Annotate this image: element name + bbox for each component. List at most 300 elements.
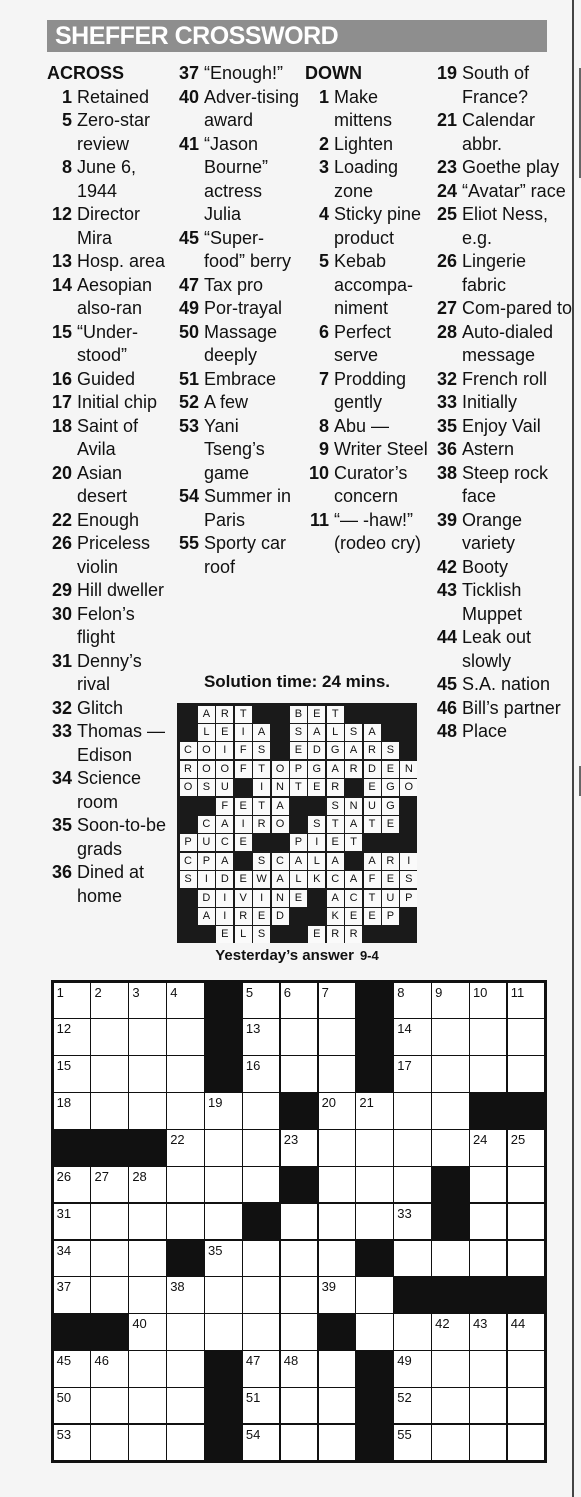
clue-item [177, 368, 302, 392]
grid-cell[interactable] [243, 1314, 280, 1350]
clue-number: 48 [436, 721, 457, 741]
cell-number: 3 [132, 984, 140, 1000]
answer-cell: N [345, 798, 362, 815]
clue-text: Priceless violin [77, 533, 151, 577]
answer-cell: E [235, 834, 252, 851]
clue-item [305, 462, 430, 509]
answer-cell: S [253, 853, 270, 870]
grid-cell[interactable] [205, 1204, 242, 1240]
answer-cell: U [198, 834, 215, 851]
grid-cell[interactable] [54, 1241, 91, 1277]
clue-item [47, 767, 172, 814]
grid-cell[interactable] [54, 1204, 91, 1240]
answer-cell: E [308, 706, 325, 723]
grid-cell[interactable] [470, 1351, 507, 1387]
grid-cell[interactable] [129, 1093, 166, 1129]
answer-cell: O [400, 779, 417, 796]
grid-cell[interactable] [205, 1167, 242, 1203]
clue-number: 18 [51, 415, 72, 436]
clue-item [177, 391, 302, 415]
clue-number: 33 [436, 392, 457, 412]
answer-cell: F [235, 761, 252, 778]
answer-cell: S [400, 871, 417, 888]
grid-cell[interactable] [281, 983, 318, 1019]
grid-cell[interactable] [205, 1241, 242, 1277]
clue-text: Initial chip [77, 392, 158, 412]
clue-number: 35 [436, 415, 457, 436]
answer-cell: I [235, 724, 252, 741]
grid-cell[interactable] [319, 1130, 356, 1166]
grid-cell[interactable] [508, 1314, 545, 1350]
grid-cell[interactable] [356, 1130, 393, 1166]
grid-cell[interactable] [167, 1056, 204, 1092]
grid-cell[interactable] [129, 1241, 166, 1277]
grid-cell[interactable] [91, 1019, 128, 1055]
clue-item [177, 297, 302, 321]
across-heading: ACROSS [47, 63, 125, 83]
answer-cell: F [235, 742, 252, 759]
clue-text: S.A. nation [462, 674, 551, 694]
grid-cell[interactable] [91, 983, 128, 1019]
grid-cell[interactable] [243, 1351, 280, 1387]
clue-number: 29 [51, 580, 72, 600]
grid-cell[interactable] [319, 1204, 356, 1240]
grid-cell[interactable] [394, 1019, 431, 1055]
answer-cell: N [272, 890, 289, 907]
grid-cell[interactable] [319, 1167, 356, 1203]
grid-cell[interactable] [281, 1019, 318, 1055]
grid-cell[interactable] [129, 1351, 166, 1387]
clue-text: Com-pared to [462, 298, 573, 318]
grid-cell[interactable] [281, 1277, 318, 1313]
answer-cell: R [345, 761, 362, 778]
clue-number: 25 [436, 204, 457, 224]
cell-number: 54 [245, 1426, 261, 1442]
grid-cell[interactable] [319, 1056, 356, 1092]
puzzle-title: SHEFFER CROSSWORD [47, 20, 547, 52]
answer-cell: E [382, 761, 399, 778]
clue-text: French roll [462, 368, 548, 389]
grid-cell[interactable] [243, 1425, 280, 1461]
clue-number: 26 [51, 533, 72, 553]
clue-text: Adver-tising award [204, 86, 300, 130]
grid-cell[interactable] [205, 1314, 242, 1350]
clue-text: Sporty car roof [204, 533, 287, 577]
grid-cell[interactable] [167, 1425, 204, 1461]
grid-cell[interactable] [319, 1277, 356, 1313]
grid-cell[interactable] [319, 1019, 356, 1055]
black-square [355, 1055, 394, 1093]
answer-cell: W [253, 871, 270, 888]
clue-number: 52 [178, 392, 199, 412]
clue-number: 8 [61, 157, 72, 177]
clue-number: 45 [436, 674, 457, 694]
clue-item [47, 109, 172, 156]
black-square [431, 1203, 470, 1241]
clue-text: Hill dweller [77, 580, 165, 600]
grid-cell[interactable] [470, 1056, 507, 1092]
grid-cell[interactable] [319, 1351, 356, 1387]
clue-number: 42 [436, 556, 457, 577]
grid-cell[interactable] [205, 1093, 242, 1129]
grid-cell[interactable] [432, 1425, 469, 1461]
grid-cell[interactable] [508, 1204, 545, 1240]
clue-text: “— -haw!” (rodeo cry) [334, 509, 422, 553]
grid-cell[interactable] [54, 1019, 91, 1055]
grid-cell[interactable] [54, 1167, 91, 1203]
clue-text: Asian desert [77, 462, 128, 506]
grid-cell[interactable] [394, 1056, 431, 1092]
clue-text: Tax pro [204, 274, 264, 295]
clue-item [47, 509, 172, 533]
cell-number: 38 [170, 1279, 185, 1295]
grid-cell[interactable] [243, 983, 280, 1019]
grid-cell[interactable] [243, 1056, 280, 1092]
clue-number: 38 [436, 462, 457, 483]
grid-cell[interactable] [470, 983, 507, 1019]
grid-cell[interactable] [281, 1388, 318, 1424]
grid-cell[interactable] [91, 1241, 128, 1277]
answer-cell: A [364, 724, 381, 741]
clue-text: Retained [77, 86, 150, 107]
clue-item [305, 415, 430, 439]
clue-item [433, 368, 573, 392]
grid-cell[interactable] [129, 1056, 166, 1092]
grid-cell[interactable] [167, 983, 204, 1019]
clue-item [433, 203, 573, 250]
cell-number: 22 [170, 1132, 185, 1148]
clue-text: Eliot Ness, e.g. [462, 204, 549, 248]
grid-cell[interactable] [508, 1388, 545, 1424]
grid-cell[interactable] [167, 1351, 204, 1387]
grid-cell[interactable] [470, 1167, 507, 1203]
clue-number: 4 [318, 204, 329, 224]
grid-cell[interactable] [432, 1130, 469, 1166]
clue-item [433, 391, 573, 415]
grid-cell[interactable] [394, 1241, 431, 1277]
clue-number: 17 [51, 392, 72, 412]
grid-cell[interactable] [356, 1314, 393, 1350]
grid-cell[interactable] [508, 1425, 545, 1461]
clue-item [177, 227, 302, 274]
grid-cell[interactable] [167, 1314, 204, 1350]
cell-number: 9 [435, 984, 443, 1000]
grid-cell[interactable] [129, 1204, 166, 1240]
grid-cell[interactable] [356, 1093, 393, 1129]
clue-text: Initially [462, 392, 518, 412]
clue-item [47, 697, 172, 721]
grid-cell[interactable] [91, 1204, 128, 1240]
black-square [469, 1276, 508, 1314]
black-square [507, 1276, 546, 1314]
grid-cell[interactable] [91, 1093, 128, 1129]
answer-cell: G [382, 798, 399, 815]
grid-cell[interactable] [356, 1277, 393, 1313]
answer-cell: R [235, 908, 252, 925]
grid-cell[interactable] [470, 1019, 507, 1055]
grid-cell[interactable] [243, 1130, 280, 1166]
grid-cell[interactable] [319, 1425, 356, 1461]
answer-cell: I [198, 871, 215, 888]
grid-cell[interactable] [281, 1351, 318, 1387]
grid-cell[interactable] [129, 1314, 166, 1350]
grid-cell[interactable] [54, 1351, 91, 1387]
clue-text: Curator’s concern [334, 462, 408, 506]
grid-cell[interactable] [432, 1093, 469, 1129]
grid-cell[interactable] [167, 1204, 204, 1240]
grid-cell[interactable] [356, 1204, 393, 1240]
answer-cell: C [216, 834, 233, 851]
grid-cell[interactable] [91, 1277, 128, 1313]
grid-cell[interactable] [167, 1019, 204, 1055]
clue-text: Calendar abbr. [462, 110, 536, 154]
answer-cell: R [327, 779, 344, 796]
clue-number: 55 [178, 533, 199, 553]
clue-item [433, 626, 573, 673]
grid-cell[interactable] [167, 1093, 204, 1129]
grid-cell[interactable] [243, 1093, 280, 1129]
grid-cell[interactable] [508, 1019, 545, 1055]
yesterdays-answer-date: 9-4 [359, 948, 379, 963]
clue-text: Make mittens [334, 86, 393, 130]
grid-cell[interactable] [54, 1277, 91, 1313]
clue-item [433, 720, 573, 744]
grid-cell[interactable] [432, 1314, 469, 1350]
cell-number: 40 [132, 1316, 147, 1332]
answer-cell: P [180, 834, 197, 851]
grid-cell[interactable] [281, 1314, 318, 1350]
cell-number: 34 [56, 1242, 72, 1258]
answer-cell: I [253, 779, 270, 796]
clue-text: Loading zone [334, 157, 399, 201]
answer-cell: P [290, 761, 307, 778]
grid-cell[interactable] [91, 1425, 128, 1461]
clue-number: 6 [318, 321, 329, 342]
grid-cell[interactable] [167, 1388, 204, 1424]
grid-cell[interactable] [54, 1388, 91, 1424]
down-heading: DOWN [305, 63, 362, 83]
clue-text: Steep rock face [462, 462, 549, 506]
clue-number: 14 [51, 274, 72, 295]
grid-cell[interactable] [167, 1277, 204, 1313]
grid-cell[interactable] [91, 1351, 128, 1387]
black-square [431, 1166, 470, 1204]
clue-number: 9 [318, 439, 329, 459]
grid-cell[interactable] [54, 1093, 91, 1129]
grid-cell[interactable] [281, 1056, 318, 1092]
grid-cell[interactable] [129, 1019, 166, 1055]
grid-cell[interactable] [319, 1241, 356, 1277]
answer-cell: G [382, 779, 399, 796]
grid-cell[interactable] [470, 1425, 507, 1461]
clue-item [47, 603, 172, 650]
answer-cell: P [198, 853, 215, 870]
grid-cell[interactable] [205, 1130, 242, 1166]
clue-item [47, 274, 172, 321]
grid-cell[interactable] [394, 1314, 431, 1350]
grid-cell[interactable] [508, 1241, 545, 1277]
grid-cell[interactable] [508, 983, 545, 1019]
answer-cell: F [216, 798, 233, 815]
grid-cell[interactable] [470, 1241, 507, 1277]
clue-number: 44 [436, 627, 457, 647]
answer-cell: I [235, 816, 252, 833]
answer-cell: A [253, 724, 270, 741]
cell-number: 44 [510, 1316, 526, 1332]
clue-number: 32 [436, 368, 457, 389]
clue-text: Embrace [204, 368, 277, 389]
yesterdays-answer-caption [177, 947, 417, 964]
cell-number: 8 [397, 984, 405, 1000]
grid-cell[interactable] [508, 1130, 545, 1166]
answer-cell: C [180, 742, 197, 759]
cell-number: 6 [283, 984, 291, 1000]
grid-cell[interactable] [432, 1388, 469, 1424]
grid-cell[interactable] [432, 983, 469, 1019]
grid-cell[interactable] [432, 1019, 469, 1055]
cell-number: 16 [245, 1058, 261, 1074]
grid-cell[interactable] [508, 1351, 545, 1387]
clue-item [47, 321, 172, 368]
grid-cell[interactable] [394, 1425, 431, 1461]
grid-cell[interactable] [91, 1167, 128, 1203]
cell-number: 53 [56, 1426, 72, 1442]
clue-text: Enjoy Vail [462, 415, 541, 436]
grid-cell[interactable] [394, 1130, 431, 1166]
clue-item [177, 62, 302, 86]
grid-cell[interactable] [394, 1167, 431, 1203]
grid-cell[interactable] [394, 1388, 431, 1424]
clue-item [305, 321, 430, 368]
answer-cell: E [308, 779, 325, 796]
answer-cell: N [272, 779, 289, 796]
clue-number: 26 [436, 251, 457, 271]
answer-cell: R [382, 853, 399, 870]
grid-cell[interactable] [470, 1130, 507, 1166]
grid-cell[interactable] [129, 1167, 166, 1203]
yesterdays-answer-grid [177, 703, 417, 943]
cell-number: 14 [397, 1021, 412, 1037]
answer-cell: L [308, 853, 325, 870]
clue-number: 37 [178, 63, 199, 83]
grid-cell[interactable] [470, 1388, 507, 1424]
grid-cell[interactable] [281, 1241, 318, 1277]
grid-cell[interactable] [54, 983, 91, 1019]
grid-cell[interactable] [470, 1204, 507, 1240]
grid-cell[interactable] [470, 1314, 507, 1350]
answer-cell: E [382, 816, 399, 833]
answer-cell: K [327, 908, 344, 925]
grid-cell[interactable] [508, 1056, 545, 1092]
clue-number: 53 [178, 415, 199, 436]
clue-number: 31 [51, 650, 72, 671]
answer-cell: E [345, 908, 362, 925]
clue-number: 41 [178, 133, 199, 154]
cell-number: 33 [397, 1205, 412, 1221]
answer-cell: S [345, 724, 362, 741]
grid-cell[interactable] [394, 1204, 431, 1240]
cell-number: 43 [472, 1316, 488, 1332]
grid-cell[interactable] [394, 1093, 431, 1129]
grid-cell[interactable] [167, 1130, 204, 1166]
grid-cell[interactable] [129, 1277, 166, 1313]
grid-cell[interactable] [281, 1204, 318, 1240]
grid-cell[interactable] [167, 1167, 204, 1203]
cell-number: 11 [510, 984, 525, 1000]
grid-cell[interactable] [243, 1241, 280, 1277]
answer-cell: T [235, 706, 252, 723]
clue-item [177, 274, 302, 298]
answer-cell: A [308, 724, 325, 741]
grid-cell[interactable] [319, 1388, 356, 1424]
answer-cell: R [327, 926, 344, 943]
grid-cell[interactable] [394, 1351, 431, 1387]
grid-cell[interactable] [91, 1388, 128, 1424]
clue-column-1 [47, 62, 172, 908]
grid-cell[interactable] [129, 983, 166, 1019]
clue-number: 39 [436, 509, 457, 530]
grid-cell[interactable] [205, 1277, 242, 1313]
grid-cell[interactable] [129, 1388, 166, 1424]
answer-cell: N [400, 761, 417, 778]
answer-cell: U [216, 779, 233, 796]
grid-cell[interactable] [54, 1056, 91, 1092]
clue-item [433, 250, 573, 297]
grid-cell[interactable] [243, 1167, 280, 1203]
grid-cell[interactable] [129, 1425, 166, 1461]
grid-cell[interactable] [54, 1425, 91, 1461]
grid-cell[interactable] [319, 983, 356, 1019]
answer-cell: E [216, 724, 233, 741]
cell-number: 45 [56, 1353, 72, 1369]
black-square [90, 1313, 129, 1351]
grid-cell[interactable] [243, 1277, 280, 1313]
clue-text: Bill’s partner [462, 697, 561, 718]
grid-cell[interactable] [432, 1351, 469, 1387]
answer-cell: F [364, 871, 381, 888]
grid-cell[interactable] [243, 1019, 280, 1055]
grid-cell[interactable] [356, 1167, 393, 1203]
clue-text: Enough [77, 509, 140, 530]
answer-cell: V [235, 890, 252, 907]
clue-item [305, 509, 430, 556]
grid-cell[interactable] [432, 1241, 469, 1277]
grid-cell[interactable] [91, 1056, 128, 1092]
clue-item [47, 86, 172, 110]
answer-cell: T [364, 890, 381, 907]
grid-cell[interactable] [319, 1093, 356, 1129]
clue-item [47, 203, 172, 250]
grid-cell[interactable] [281, 1425, 318, 1461]
clue-text: Saint of Avila [77, 415, 139, 459]
clue-item [305, 250, 430, 321]
black-square [242, 1203, 281, 1241]
grid-cell[interactable] [243, 1388, 280, 1424]
cell-number: 23 [283, 1132, 299, 1148]
answer-cell: D [198, 890, 215, 907]
clue-text: Prodding gently [334, 368, 407, 412]
clue-item [47, 462, 172, 509]
grid-cell[interactable] [508, 1167, 545, 1203]
grid-cell[interactable] [394, 983, 431, 1019]
clue-number: 7 [318, 368, 329, 389]
grid-cell[interactable] [281, 1130, 318, 1166]
clue-text: Leak out slowly [462, 627, 532, 671]
clue-number: 19 [436, 63, 457, 83]
black-square [90, 1129, 129, 1167]
grid-cell[interactable] [432, 1056, 469, 1092]
black-square [204, 982, 243, 1020]
